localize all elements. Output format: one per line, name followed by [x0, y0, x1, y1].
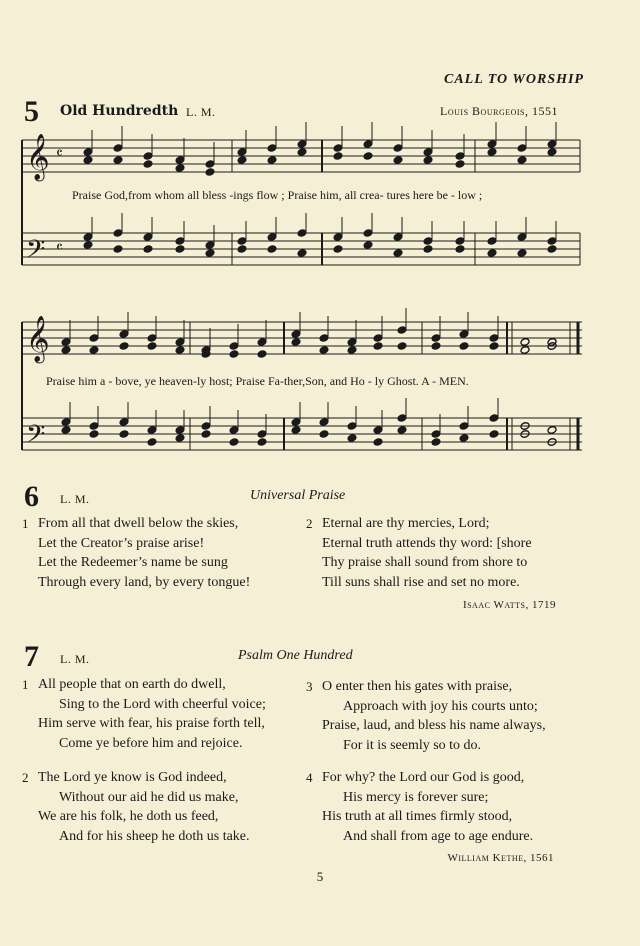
stanza-number: 2: [306, 516, 313, 531]
note-head: [61, 346, 71, 355]
hymn-5-tune-name: Old Hundredth: [60, 103, 179, 119]
hymn-6-number: 6: [24, 480, 39, 513]
note-head: [89, 346, 99, 355]
verse-line: Eternal truth attends thy word: [shore: [322, 535, 532, 551]
note-head: [229, 438, 239, 447]
note-head: [237, 156, 247, 165]
verse-line: Him serve with fear, his praise forth tell,: [38, 716, 265, 731]
note-head: [487, 249, 497, 258]
note-head: [291, 338, 301, 347]
note-head: [423, 156, 433, 165]
note-head: [363, 152, 373, 161]
note-head: [175, 434, 185, 443]
verse-line: Praise, laud, and bless his name always,: [322, 718, 546, 733]
hymn-7-stanza-4: [306, 768, 534, 846]
note-head: [61, 426, 71, 435]
hymn-5-meter: L. M.: [186, 105, 216, 119]
verse-line: All people that on earth do dwell,: [38, 677, 226, 692]
note-head: [520, 338, 530, 347]
hymn-5-composer: Louis Bourgeois, 1551: [440, 104, 558, 118]
note-head: [547, 245, 557, 254]
note-head: [431, 438, 441, 447]
note-head: [423, 245, 433, 254]
note-head: [147, 342, 157, 351]
hymn-6-stanza-2: [306, 514, 532, 592]
note-head: [267, 156, 277, 165]
note-head: [147, 438, 157, 447]
stanza-number: 3: [306, 679, 313, 694]
hymn-5-lyrics-line-2: Praise him a - bove, ye heaven-ly host; Praise Fa-ther,Son, and Ho - ly Ghost. A - MEN.: [46, 374, 469, 388]
note-head: [291, 426, 301, 435]
verse-line: His truth at all times firmly stood,: [322, 809, 513, 824]
svg-text:𝄴: 𝄴: [56, 144, 63, 162]
note-head: [517, 249, 527, 258]
hymn-7-meter: L. M.: [60, 652, 90, 666]
note-head: [229, 350, 239, 359]
stanza-number: 4: [306, 770, 313, 785]
hymn-7-title: Psalm One Hundred: [238, 648, 353, 663]
note-head: [175, 346, 185, 355]
hymn-7-stanza-1: [22, 675, 266, 753]
note-head: [257, 350, 267, 359]
verse-line: For it is seemly so to do.: [343, 737, 482, 753]
note-head: [489, 342, 499, 351]
note-head: [143, 245, 153, 254]
note-head: [455, 160, 465, 169]
note-head: [347, 346, 357, 355]
note-head: [113, 245, 123, 254]
hymn-6-title: Universal Praise: [250, 488, 346, 503]
hymn-7-stanza-2: [22, 768, 250, 846]
page-number: 5: [316, 869, 324, 884]
bass-clef-2: 𝄢: [26, 420, 46, 455]
note-head: [205, 168, 215, 177]
hymn-5-lyrics-line-1: Praise God,from whom all bless -ings flow ; Praise him, all crea- tures here be - low ;: [72, 188, 483, 202]
section-header: CALL TO WORSHIP: [444, 72, 584, 87]
verse-line: Sing to the Lord with cheerful voice;: [59, 696, 266, 712]
verse-line: Approach with joy his courts unto;: [343, 698, 538, 714]
note-head: [393, 156, 403, 165]
verse-line: Thy praise shall sound from shore to: [322, 555, 528, 570]
note-head: [297, 249, 307, 258]
treble-clef-2: 𝄞: [26, 316, 50, 362]
svg-text:𝄴: 𝄴: [56, 238, 63, 256]
note-head: [455, 245, 465, 254]
verse-line: Let the Creator’s praise arise!: [38, 535, 205, 551]
verse-line: O enter then his gates with praise,: [322, 679, 513, 694]
note-head: [347, 434, 357, 443]
note-head: [257, 438, 267, 447]
note-head: [83, 156, 93, 165]
hymn-7-author: William Kethe, 1561: [447, 852, 554, 864]
note-head: [143, 160, 153, 169]
hymn-5-number: 5: [24, 95, 39, 128]
hymn-7-number: 7: [24, 640, 39, 673]
note-head: [487, 148, 497, 157]
note-head: [489, 430, 499, 439]
note-head: [333, 152, 343, 161]
note-head: [547, 148, 557, 157]
note-head: [373, 342, 383, 351]
verse-line: His mercy is forever sure;: [343, 789, 489, 805]
stanza-number: 2: [22, 770, 29, 785]
note-head: [89, 430, 99, 439]
note-head: [175, 245, 185, 254]
note-head: [363, 241, 373, 250]
verse-line: Without our aid he did us make,: [59, 789, 239, 805]
note-head: [547, 426, 557, 435]
verse-line: Let the Redeemer’s name be sung: [38, 555, 228, 570]
verse-line: From all that dwell below the skies,: [38, 516, 239, 531]
note-head: [119, 430, 129, 439]
note-head: [113, 156, 123, 165]
verse-line: And shall from age to age endure.: [343, 828, 534, 844]
note-head: [319, 346, 329, 355]
note-head: [459, 434, 469, 443]
stanza-number: 1: [22, 516, 29, 531]
note-head: [119, 342, 129, 351]
verse-line: And for his sheep he doth us take.: [59, 828, 250, 844]
note-head: [520, 346, 530, 355]
hymn-7-stanza-3: [306, 677, 546, 755]
note-head: [205, 249, 215, 258]
note-head: [267, 245, 277, 254]
note-head: [431, 342, 441, 351]
note-head: [319, 430, 329, 439]
note-head: [83, 241, 93, 250]
note-head: [397, 426, 407, 435]
note-head: [333, 245, 343, 254]
note-head: [373, 438, 383, 447]
verse-line: The Lord ye know is God indeed,: [38, 770, 227, 785]
verse-line: Come ye before him and rejoice.: [59, 735, 243, 751]
note-head: [237, 245, 247, 254]
note-head: [393, 249, 403, 258]
note-head: [397, 342, 407, 351]
note-head: [201, 430, 211, 439]
hymn-6-stanza-1: [22, 514, 251, 592]
verse-line: Eternal are thy mercies, Lord;: [322, 516, 490, 531]
bass-clef-1: 𝄢: [26, 235, 46, 270]
note-head: [297, 148, 307, 157]
verse-line: We are his folk, he doth us feed,: [38, 809, 219, 824]
verse-line: For why? the Lord our God is good,: [322, 770, 525, 785]
hymn-6-meter: L. M.: [60, 492, 90, 506]
note-head: [517, 156, 527, 165]
verse-line: Till suns shall rise and set no more.: [322, 574, 520, 590]
note-head: [175, 164, 185, 173]
hymn-6-author: Isaac Watts, 1719: [462, 599, 556, 611]
verse-line: Through every land, by every tongue!: [38, 574, 251, 590]
note-head: [459, 342, 469, 351]
stanza-number: 1: [22, 677, 29, 692]
treble-clef-1: 𝄞: [26, 134, 50, 180]
